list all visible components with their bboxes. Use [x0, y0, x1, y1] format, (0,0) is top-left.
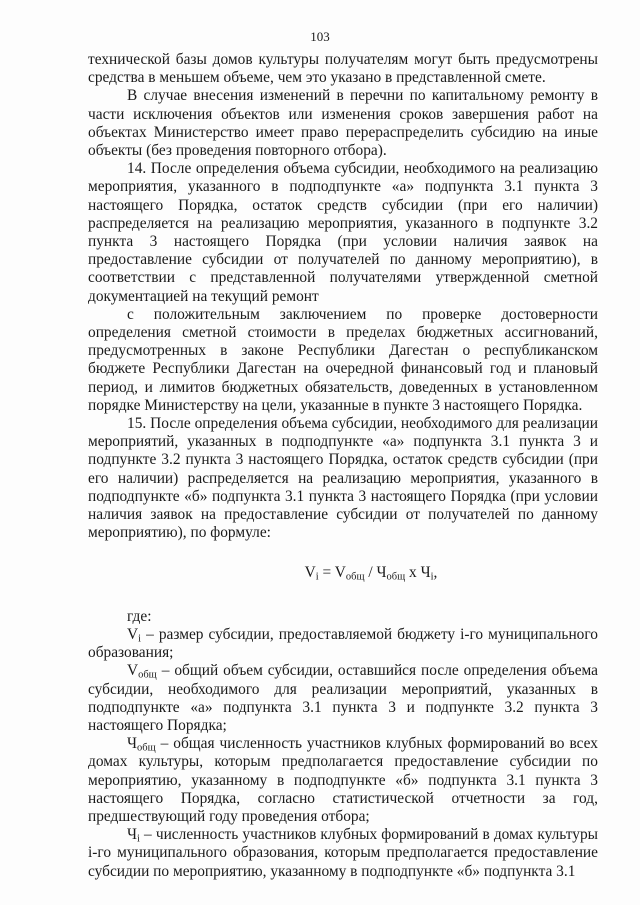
paragraph-continuation: технической базы домов культуры получателям могут быть предусмотрены средства в меньшем объеме, чем это указано в представленной смете.: [88, 51, 598, 87]
def-vi-text: – размер субсидии, предоставляемой бюджету i-го муниципального образования;: [88, 625, 598, 662]
formula-sub-obsh: общ: [345, 571, 365, 583]
def-vobsh-sub: общ: [138, 669, 157, 681]
def-vobsh-symbol: V: [127, 662, 139, 680]
where-label: где:: [127, 607, 152, 625]
definition-chi: [88, 826, 598, 881]
formula-sub-obsh-2: общ: [386, 571, 406, 583]
def-chobsh-sub: общ: [137, 742, 156, 754]
def-chi-symbol: Ч: [127, 826, 138, 844]
def-vobsh-text: – общий объем субсидии, оставшийся после определения объема субсидии, необходимого для реализации мероприятий, указанных в подподпункте «а» подпункта 3.1 пункта 3 и подпункте 3.2 пункта 3 настоящего Порядка;: [88, 662, 598, 734]
def-vi-symbol: V: [127, 625, 139, 643]
formula-chobsh: Ч: [376, 564, 387, 582]
formula-divide: /: [364, 564, 377, 582]
def-chi-text: – численность участников клубных формирований в домах культуры i-го муниципального образования, которым предполагается предоставление субсидии по мероприятию, указанному в подподпункте «б» подпункта 3.1: [88, 826, 598, 880]
def-vi-sub: i: [138, 633, 142, 645]
def-chi-sub: i: [137, 833, 140, 845]
page-number: 103: [310, 29, 330, 44]
formula-chi: Ч: [420, 564, 431, 582]
formula-v: V: [304, 564, 316, 582]
def-chobsh-symbol: Ч: [127, 735, 138, 753]
def-chobsh-text: – общая численность участников клубных формирований во всех домах культуры, которым предполагается предоставление субсидии по мероприятию, указанному в подподпункте «б» подпункта 3.1 пункта 3 настоящего Порядка, согласно статистической отчетности за год, предшествующий году проведения отбора;: [88, 735, 598, 825]
definition-vi: [88, 626, 598, 662]
definition-chobsh: [88, 735, 598, 826]
paragraph-14: 14. После определения объема субсидии, необходимого на реализацию мероприятия, указанного в подподпункте «а» подпункта 3.1 пункта 3 настоящего Порядка, остаток средств субсидии (при его наличии) распределяется на реализацию мероприятия, указанного в подпункте 3.2 пункта 3 настоящего Порядка (при условии наличия заявок на предоставление субсидии от получателей по данному мероприятию), в соответствии с представленной получателями утвержденной сметной документацией на текущий ремонт: [88, 160, 598, 305]
formula-sub-i: i: [315, 571, 319, 583]
formula-end: ,: [433, 564, 438, 582]
formula-vobsh: V: [334, 564, 346, 582]
formula-equals: =: [318, 564, 335, 582]
paragraph-15: 15. После определения объема субсидии, необходимого для реализации мероприятий, указанных в подподпункте «а» подпункта 3.1 пункта 3 и подпункте 3.2 пункта 3 настоящего Порядка, остаток средств субсидии (при его наличии) распределяется на реализацию мероприятия, указанного в подподпункте «б» подпункта 3.1 пункта 3 настоящего Порядка (при условии наличия заявок на предоставление субсидии от получателей по данному мероприятию), по формуле:: [88, 415, 598, 542]
formula-multiply: х: [405, 564, 421, 582]
definition-vobsh: [88, 662, 598, 735]
formula-sub-i-2: i: [430, 571, 434, 583]
document-body: [88, 51, 598, 881]
paragraph-positive-conclusion: с положительным заключением по проверке достоверности определения сметной стоимости в пределах бюджетных ассигнований, предусмотренных в законе Республики Дагестан о республиканском бюджете Республики Дагестан на очередной финансовый год и плановый период, и лимитов бюджетных обязательств, доведенных в установленном порядке Министерству на цели, указанные в пункте 3 настоящего Порядка.: [88, 305, 598, 414]
paragraph-capital-repair: В случае внесения изменений в перечни по капитальному ремонту в части исключения объектов или изменения сроков завершения работ на объектах Министерство имеет право перераспределить субсидию на иные объекты (без проведения повторного отбора).: [88, 87, 598, 160]
subsidy-formula: [88, 564, 598, 582]
